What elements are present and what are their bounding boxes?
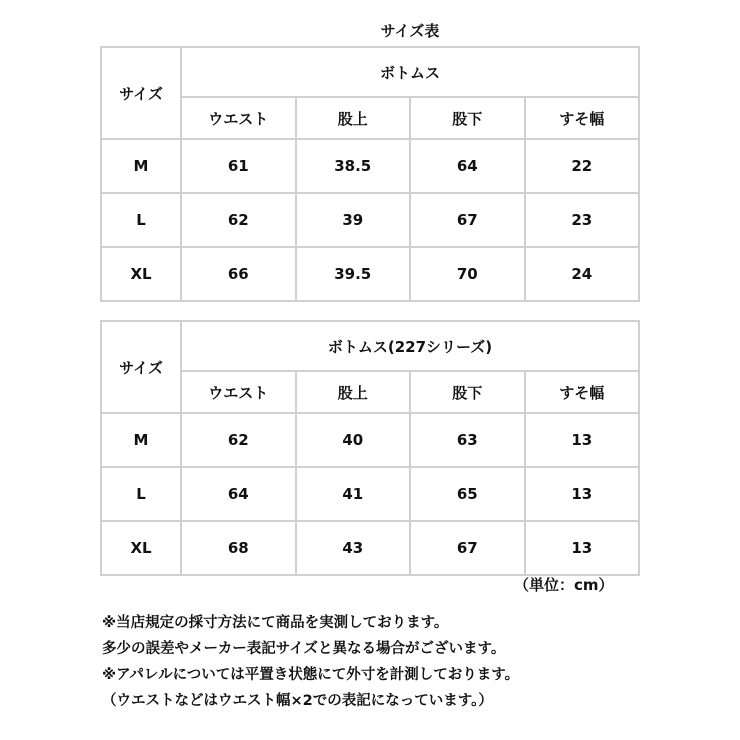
column-header-hem-width: すそ幅 [525,97,640,139]
size-header: サイズ [101,321,181,413]
column-header-waist: ウエスト [181,371,296,413]
value-cell: 70 [410,247,525,301]
size-header: サイズ [101,47,181,139]
size-cell: L [101,467,181,521]
size-table-bottoms [100,46,640,302]
value-cell: 64 [410,139,525,193]
value-cell: 61 [181,139,296,193]
value-cell: 39.5 [296,247,411,301]
size-cell: XL [101,521,181,575]
size-cell: XL [101,247,181,301]
column-header-inseam: 股下 [410,371,525,413]
note-line: ※当店規定の採寸方法にて商品を実測しております。 [102,615,449,631]
table-row [101,413,639,467]
value-cell: 24 [525,247,640,301]
value-cell: 13 [525,467,640,521]
table-row [101,521,639,575]
table-row [101,247,639,301]
column-header-hem-width: すそ幅 [525,371,640,413]
group-header: ボトムス [181,47,639,97]
value-cell: 62 [181,193,296,247]
size-cell: M [101,139,181,193]
table-row [101,139,639,193]
page-title: サイズ表 [380,22,440,40]
note-line: 多少の誤差やメーカー表記サイズと異なる場合がございます。 [102,641,506,657]
value-cell: 68 [181,521,296,575]
size-cell: M [101,413,181,467]
value-cell: 38.5 [296,139,411,193]
column-header-inseam: 股下 [410,97,525,139]
notes [102,610,722,714]
value-cell: 67 [410,521,525,575]
group-header: ボトムス(227シリーズ) [181,321,639,371]
value-cell: 13 [525,521,640,575]
column-header-rise: 股上 [296,371,411,413]
value-cell: 67 [410,193,525,247]
value-cell: 63 [410,413,525,467]
column-header-waist: ウエスト [181,97,296,139]
column-header-rise: 股上 [296,97,411,139]
table-row [101,467,639,521]
value-cell: 41 [296,467,411,521]
value-cell: 40 [296,413,411,467]
value-cell: 39 [296,193,411,247]
value-cell: 43 [296,521,411,575]
note-line: ※アパレルについては平置き状態にて外寸を計測しております。 [102,667,520,683]
value-cell: 13 [525,413,640,467]
value-cell: 22 [525,139,640,193]
value-cell: 23 [525,193,640,247]
value-cell: 64 [181,467,296,521]
table-row [101,193,639,247]
value-cell: 66 [181,247,296,301]
value-cell: 65 [410,467,525,521]
size-table-bottoms-227-series [100,320,640,576]
note-line: （ウエストなどはウエスト幅×2での表記になっています。） [102,693,493,709]
unit-note: （単位：cm） [514,576,614,594]
value-cell: 62 [181,413,296,467]
size-cell: L [101,193,181,247]
